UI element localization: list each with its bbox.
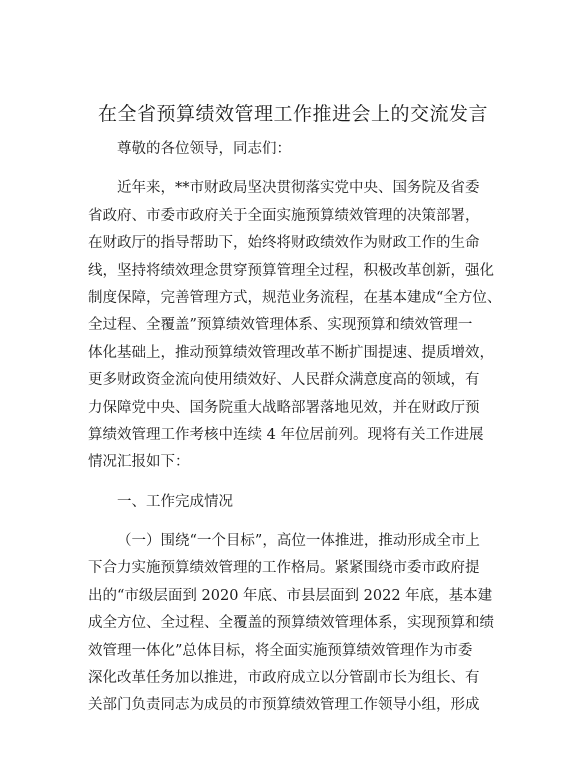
paragraph-line: 体化基础上，推动预算绩效管理改革不断扩围提速、提质增效， [88,344,494,361]
paragraph-line: 成全方位、全过程、全覆盖的预算绩效管理体系，实现预算和绩 [88,615,494,632]
paragraph-section1 [88,528,498,720]
document-title: 在全省预算绩效管理工作推进会上的交流发言 [97,103,488,125]
paragraph-line: 更多财政资金流向使用绩效好、人民群众满意度高的领域，有 [88,372,480,389]
paragraph-line: 力保障党中央、国务院重大战略部署落地见效，并在财政厅预 [88,399,480,416]
paragraph-line: 下合力实施预算绩效管理的工作格局。紧紧围绕市委市政府提 [88,560,480,577]
paragraph-line: 近年来，**市财政局坚决贯彻落实党中央、国务院及省委 [117,180,480,197]
paragraph-line: 线，坚持将绩效理念贯穿预算管理全过程，积极改革创新，强化 [88,262,494,279]
paragraph-line: 制度保障，完善管理方式，规范业务流程，在基本建成“全方位、 [88,289,502,306]
paragraph-line: 关部门负责同志为成员的市预算绩效管理工作领导小组，形成 [88,697,480,714]
paragraph-line: 在财政厅的指导帮助下，始终将财政绩效作为财政工作的生命 [88,235,480,252]
paragraph-line: 效管理一体化”总体目标，将全面实施预算绩效管理作为市委 [88,642,473,659]
paragraph-line: 深化改革任务加以推进，市政府成立以分管副市长为组长、有 [88,670,480,687]
document-body [88,136,502,720]
section-heading: 一、工作完成情况 [117,493,233,510]
paragraph-line: 算绩效管理工作考核中连续 4 年位居前列。现将有关工作进展 [88,426,484,443]
paragraph-line: 情况汇报如下： [88,454,190,471]
salutation: 尊敬的各位领导，同志们： [117,141,291,157]
paragraph-intro [88,175,502,476]
paragraph-line: 省政府、市委市政府关于全面实施预算绩效管理的决策部署， [88,207,480,224]
paragraph-line: 出的“市级层面到 2020 年底、市县层面到 2022 年底，基本建 [88,587,493,604]
paragraph-line: （一）围绕“一个目标”，高位一体推进，推动形成全市上 [117,533,480,550]
paragraph-line: 全过程、全覆盖”预算绩效管理体系、实现预算和绩效管理一 [88,317,473,334]
